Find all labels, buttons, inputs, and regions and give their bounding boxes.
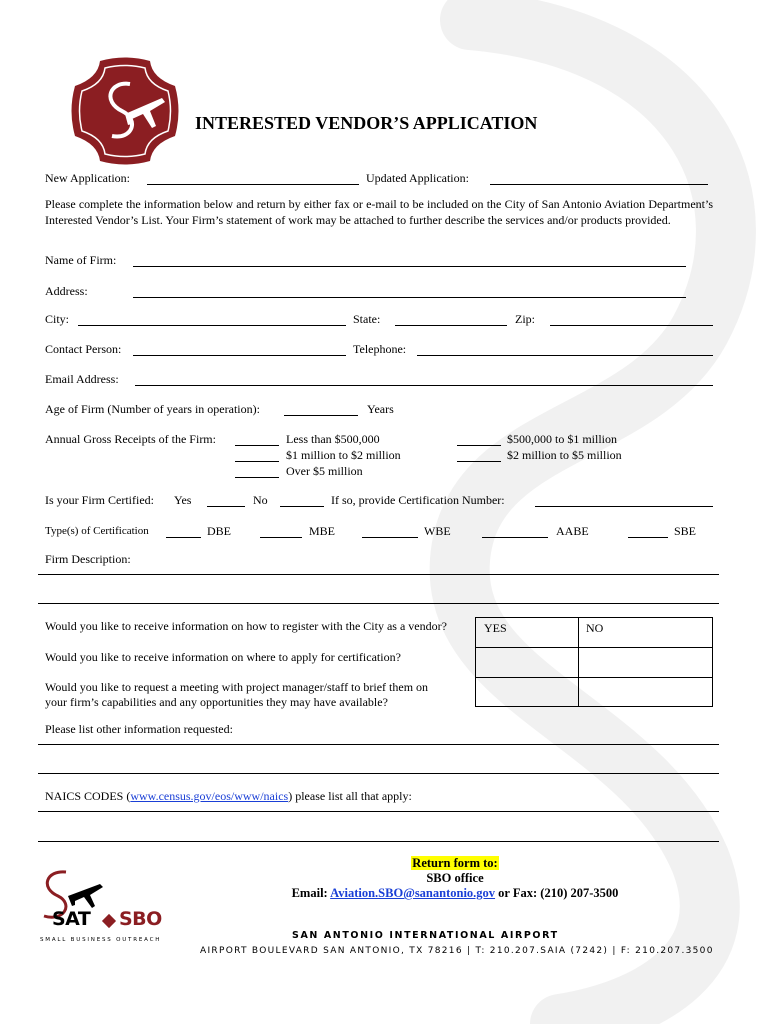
certified-no-label: No bbox=[253, 493, 268, 507]
annual-gross-label: Annual Gross Receipts of the Firm: bbox=[45, 432, 216, 446]
cert-wbe: WBE bbox=[424, 524, 451, 538]
cert-aabe: AABE bbox=[556, 524, 589, 538]
cert-mbe-blank[interactable] bbox=[260, 537, 302, 538]
naics-link[interactable]: www.census.gov/eos/www/naics bbox=[130, 789, 289, 803]
fax-number: or Fax: (210) 207-3500 bbox=[495, 886, 619, 900]
return-to-label: Return form to: bbox=[412, 856, 498, 870]
other-info-line-1[interactable] bbox=[38, 744, 719, 745]
cert-sbe-blank[interactable] bbox=[628, 537, 668, 538]
city-label: City: bbox=[45, 312, 70, 326]
cert-dbe-blank[interactable] bbox=[166, 537, 201, 538]
receipts-lt-500k: Less than $500,000 bbox=[286, 432, 380, 446]
email-prefix: Email: bbox=[291, 886, 331, 900]
airport-name: SAN ANTONIO INTERNATIONAL AIRPORT bbox=[292, 930, 559, 941]
firm-description-line-2[interactable] bbox=[38, 603, 719, 604]
sbo-office: SBO office bbox=[426, 871, 484, 885]
telephone-label: Telephone: bbox=[353, 342, 407, 356]
cert-types-label: Type(s) of Certification bbox=[45, 525, 149, 537]
years-label: Years bbox=[367, 402, 394, 416]
new-application-field[interactable] bbox=[147, 184, 359, 185]
naics-prefix: NAICS CODES ( bbox=[45, 789, 131, 803]
naics-label bbox=[45, 789, 412, 803]
intro-paragraph: Please complete the information below and return by either fax or e-mail to be included on the City of San Antonio Aviation Department’s Interested Vendor’s List. Your Firm’s statement of work may be attached to further describe the services and/or products provided. bbox=[45, 197, 713, 227]
updated-application-label: Updated Application: bbox=[366, 171, 469, 185]
logo-sbo-text: SBO bbox=[119, 908, 162, 930]
naics-suffix: ) please list all that apply: bbox=[288, 789, 412, 803]
form-title: INTERESTED VENDOR’S APPLICATION bbox=[195, 113, 538, 133]
receipts-lt-500k-blank[interactable] bbox=[235, 445, 279, 446]
age-of-firm-label: Age of Firm (Number of years in operation): bbox=[45, 402, 260, 416]
email-address-field[interactable] bbox=[135, 385, 713, 386]
receipts-2m-5m-blank[interactable] bbox=[457, 461, 501, 462]
airport-address: AIRPORT BOULEVARD SAN ANTONIO, TX 78216 | T: 210.207.SAIA (7242) | F: 210.207.3500 bbox=[200, 946, 714, 956]
name-of-firm-label: Name of Firm: bbox=[45, 253, 117, 267]
grid-no-header: NO bbox=[586, 621, 604, 635]
state-field[interactable] bbox=[395, 325, 507, 326]
address-label: Address: bbox=[45, 284, 88, 298]
firm-description-label: Firm Description: bbox=[45, 552, 131, 566]
other-info-label: Please list other information requested: bbox=[45, 722, 233, 736]
contact-person-field[interactable] bbox=[133, 355, 346, 356]
receipts-1m-2m: $1 million to $2 million bbox=[286, 448, 401, 462]
city-field[interactable] bbox=[78, 325, 346, 326]
cert-dbe: DBE bbox=[207, 524, 231, 538]
logo-tagline: SMALL BUSINESS OUTREACH bbox=[40, 937, 162, 943]
question-register: Would you like to receive information on how to register with the City as a vendor? bbox=[45, 619, 447, 633]
other-info-line-2[interactable] bbox=[38, 773, 719, 774]
firm-description-line-1[interactable] bbox=[38, 574, 719, 575]
name-of-firm-field[interactable] bbox=[133, 266, 686, 267]
logo-sat-text: SAT bbox=[52, 908, 91, 930]
grid-cert-yes-cell[interactable] bbox=[476, 648, 578, 677]
receipts-500k-1m: $500,000 to $1 million bbox=[507, 432, 618, 446]
new-application-label: New Application: bbox=[45, 171, 130, 185]
address-field[interactable] bbox=[133, 297, 686, 298]
yes-no-grid bbox=[475, 617, 713, 707]
cert-wbe-blank[interactable] bbox=[362, 537, 418, 538]
return-block bbox=[230, 856, 680, 901]
cert-aabe-blank[interactable] bbox=[482, 537, 548, 538]
grid-yes-header: YES bbox=[484, 621, 507, 635]
question-meeting-line-2: your firm’s capabilities and any opportunities they may have available? bbox=[45, 695, 388, 709]
certified-no-blank[interactable] bbox=[280, 506, 324, 507]
cert-sbe: SBE bbox=[674, 524, 697, 538]
certified-yes-blank[interactable] bbox=[207, 506, 245, 507]
contact-person-label: Contact Person: bbox=[45, 342, 122, 356]
grid-meeting-no-cell[interactable] bbox=[579, 678, 713, 706]
sat-sbo-logo bbox=[38, 866, 173, 946]
updated-application-field[interactable] bbox=[490, 184, 708, 185]
naics-line-2[interactable] bbox=[38, 841, 719, 842]
telephone-field[interactable] bbox=[417, 355, 713, 356]
zip-field[interactable] bbox=[550, 325, 713, 326]
sat-logo bbox=[70, 56, 180, 170]
receipts-1m-2m-blank[interactable] bbox=[235, 461, 279, 462]
certified-label: Is your Firm Certified: bbox=[45, 493, 154, 507]
cert-number-field[interactable] bbox=[535, 506, 713, 507]
cert-mbe: MBE bbox=[309, 524, 336, 538]
question-meeting-line-1: Would you like to request a meeting with project manager/staff to brief them on bbox=[45, 680, 429, 694]
email-address-label: Email Address: bbox=[45, 372, 119, 386]
receipts-2m-5m: $2 million to $5 million bbox=[507, 448, 622, 462]
age-of-firm-field[interactable] bbox=[284, 415, 358, 416]
receipts-over-5m-blank[interactable] bbox=[235, 477, 279, 478]
receipts-500k-1m-blank[interactable] bbox=[457, 445, 501, 446]
naics-line-1[interactable] bbox=[38, 811, 719, 812]
grid-meeting-yes-cell[interactable] bbox=[476, 678, 578, 706]
sbo-email-link[interactable]: Aviation.SBO@sanantonio.gov bbox=[330, 886, 496, 900]
receipts-over-5m: Over $5 million bbox=[286, 464, 363, 478]
zip-label: Zip: bbox=[515, 312, 535, 326]
question-certification: Would you like to receive information on where to apply for certification? bbox=[45, 650, 401, 664]
state-label: State: bbox=[353, 312, 381, 326]
cert-number-label: If so, provide Certification Number: bbox=[331, 493, 505, 507]
certified-yes-label: Yes bbox=[174, 493, 192, 507]
grid-cert-no-cell[interactable] bbox=[579, 648, 713, 677]
